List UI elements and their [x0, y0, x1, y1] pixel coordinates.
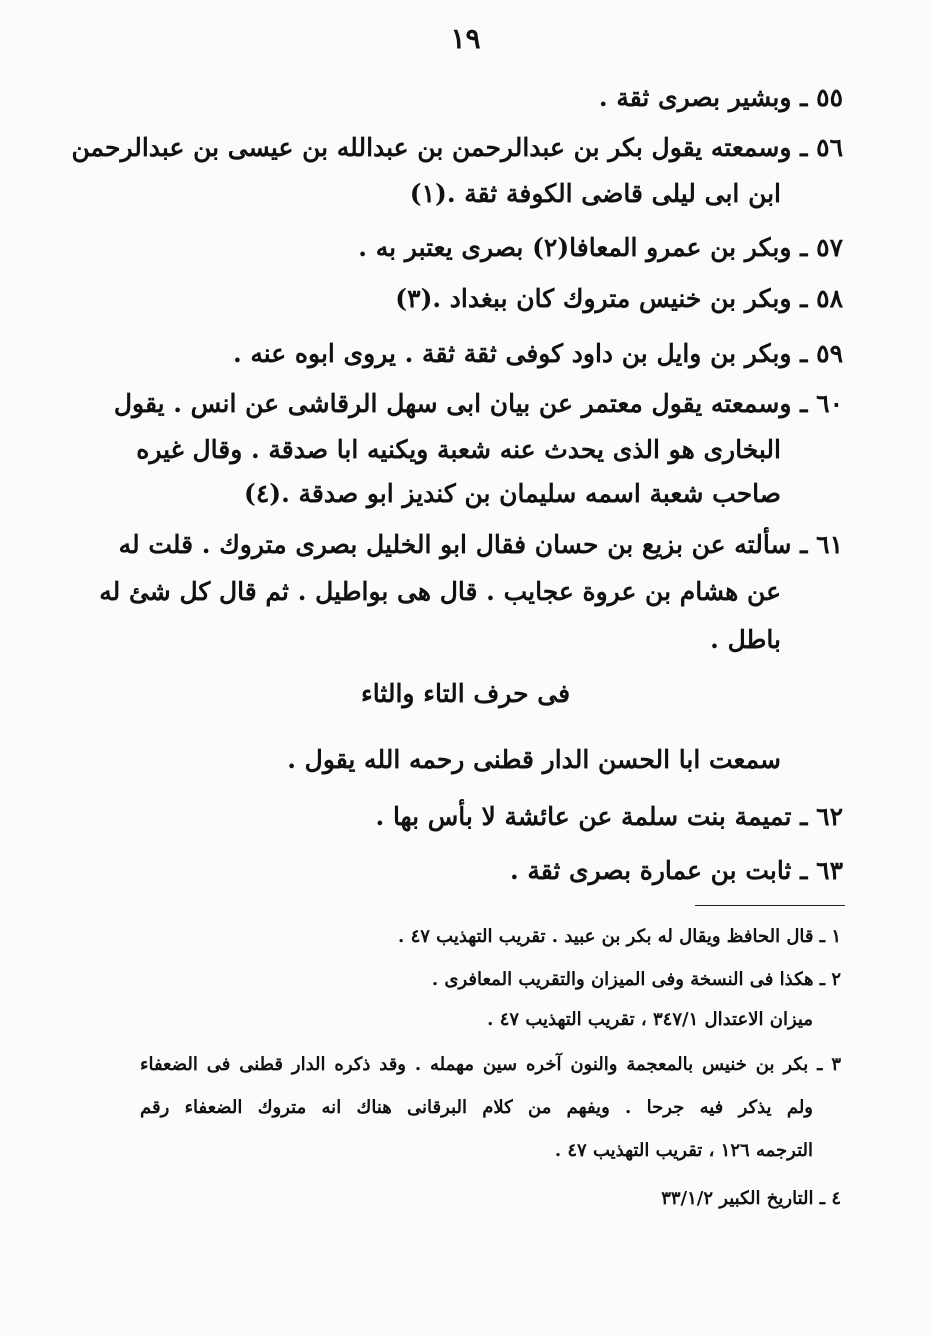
entry-61-line-3: باطل .: [710, 625, 781, 654]
footnote-1-line-1: ١ ـ قال الحافظ ويقال له بكر بن عبيد . تقريب التهذيب ٤٧ .: [398, 926, 841, 947]
entry-60-line-1: ٦٠ ـ وسمعته يقول معتمر عن بيان ابى سهل الرقاشى عن انس . يقول: [113, 389, 843, 418]
entry-58-line-1: ٥٨ ـ وبكر بن خنيس متروك كان ببغداد .(٣): [395, 284, 843, 313]
footnote-2-line-2: ميزان الاعتدال ٣٤٧/١ ، تقريب التهذيب ٤٧ .: [487, 1009, 813, 1030]
footnote-3-line-1: ٣ ـ بكر بن خنيس بالمعجمة والنون آخره سين مهمله . وقد ذكره الدار قطنى فى الضعفاء: [140, 1054, 841, 1075]
entry-61-line-2: عن هشام بن عروة عجايب . قال هى بواطيل . ثم قال كل شئ له: [99, 577, 781, 606]
entry-59-line-1: ٥٩ ـ وبكر بن وايل بن داود كوفى ثقة ثقة . يروى ابوه عنه .: [232, 339, 843, 368]
section-heading: فى حرف التاء والثاء: [360, 679, 571, 708]
entry-56-line-1: ٥٦ ـ وسمعته يقول بكر بن عبدالرحمن بن عبدالله بن عيسى بن عبدالرحمن: [71, 133, 843, 162]
footnote-4-line-1: ٤ ـ التاريخ الكبير ٣٣/١/٢: [661, 1188, 841, 1209]
entry-55-line-1: ٥٥ ـ وبشير بصرى ثقة .: [598, 83, 843, 112]
entry-63-line-1: ٦٣ ـ ثابت بن عمارة بصرى ثقة .: [509, 856, 843, 885]
entry-60-line-2: البخارى هو الذى يحدث عنه شعبة ويكنيه ابا صدقة . وقال غيره: [136, 435, 781, 464]
entry-62-line-1: ٦٢ ـ تميمة بنت سلمة عن عائشة لا بأس بها .: [375, 802, 843, 831]
footnote-separator: [695, 905, 845, 906]
entry-56-line-2: ابن ابى ليلى قاضى الكوفة ثقة .(١): [409, 179, 781, 208]
intro-line: سمعت ابا الحسن الدار قطنى رحمه الله يقول .: [287, 745, 781, 774]
page-number: ١٩: [450, 22, 481, 55]
footnote-3-line-3: الترجمه ١٢٦ ، تقريب التهذيب ٤٧ .: [554, 1140, 813, 1161]
entry-57-line-1: ٥٧ ـ وبكر بن عمرو المعافا(٢) بصرى يعتبر به .: [358, 233, 843, 262]
entry-61-line-1: ٦١ ـ سألته عن بزيع بن حسان فقال ابو الخليل بصرى متروك . قلت له: [118, 530, 843, 559]
footnote-3-line-2: ولم يذكر فيه جرحا . ويفهم من كلام البرقانى هناك انه متروك الضعفاء رقم: [140, 1097, 813, 1118]
entry-60-line-3: صاحب شعبة اسمه سليمان بن كنديز ابو صدقة .(٤): [243, 479, 781, 508]
footnote-2-line-1: ٢ ـ هكذا فى النسخة وفى الميزان والتقريب المعافرى .: [431, 969, 841, 990]
